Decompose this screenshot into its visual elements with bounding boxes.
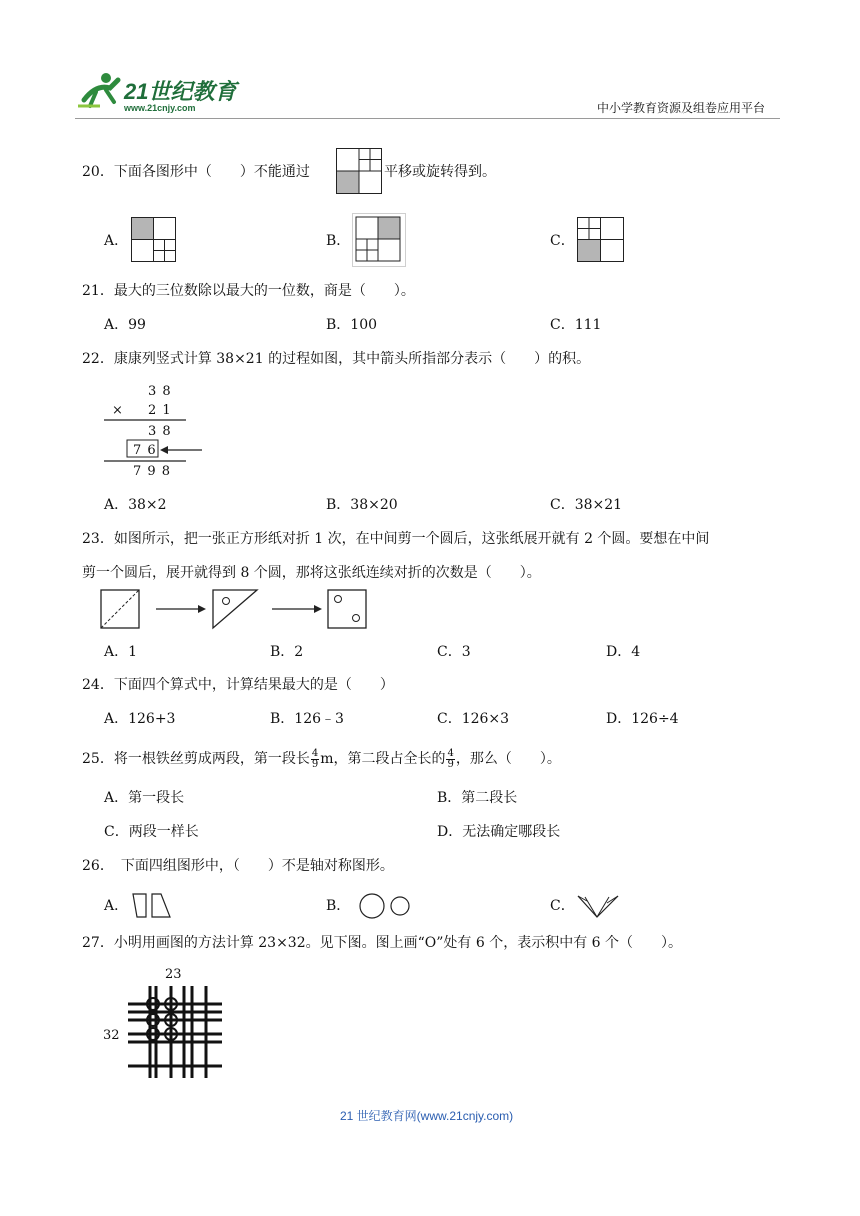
q22-option-a[interactable]: A．38×2 bbox=[104, 497, 167, 513]
q27-line-grid-figure bbox=[126, 982, 226, 1082]
q20-option-b-figure bbox=[352, 213, 406, 267]
footer-text[interactable]: 21 世纪教育网(www.21cnjy.com) bbox=[340, 1109, 514, 1123]
q22-option-b[interactable]: B．38×20 bbox=[326, 497, 398, 513]
calc-row-1: 3 8 bbox=[148, 384, 172, 399]
q22-option-c[interactable]: C．38×21 bbox=[550, 497, 623, 513]
calc-row-3: 3 8 bbox=[148, 424, 172, 439]
q23-folding-diagram bbox=[100, 588, 370, 630]
logo-sub-text: www.21cnjy.com bbox=[124, 103, 196, 113]
q26-option-c-kite bbox=[577, 893, 619, 919]
q20-stem-after: 平移或旋转得到。 bbox=[384, 164, 496, 180]
q24-option-d[interactable]: D．126÷4 bbox=[606, 711, 679, 727]
q26-option-b-circles bbox=[359, 893, 411, 919]
arrow-left-icon bbox=[160, 444, 204, 456]
q25-stem-part-3: ，那么（ ）。 bbox=[455, 751, 561, 767]
q22-stem: 22．康康列竖式计算 38×21 的过程如图，其中箭头所指部分表示（ ）的积。 bbox=[82, 351, 591, 367]
q21-option-a[interactable]: A．99 bbox=[104, 317, 146, 333]
q27-label-top: 23 bbox=[165, 967, 182, 982]
header-divider bbox=[75, 118, 780, 119]
q20-option-a-figure bbox=[131, 217, 176, 262]
q26-option-b[interactable]: B． bbox=[326, 898, 351, 914]
q25-option-d[interactable]: D．无法确定哪段长 bbox=[437, 824, 561, 840]
q24-option-b[interactable]: B．126﹣3 bbox=[270, 711, 344, 727]
q21-stem: 21．最大的三位数除以最大的一位数，商是（ ）。 bbox=[82, 283, 415, 299]
q27-label-left: 32 bbox=[103, 1028, 120, 1043]
q20-option-c-figure bbox=[577, 217, 624, 262]
q23-option-b[interactable]: B．2 bbox=[270, 644, 304, 660]
fraction-4-9-first: $\frac{4}{9}$ bbox=[311, 747, 319, 770]
calc-row-2: 2 1 bbox=[148, 403, 172, 418]
q27-stem: 27．小明用画图的方法计算 23×32。见下图。图上画“O”处有 6 个，表示积中有 6 个（ ）。 bbox=[82, 935, 683, 951]
q24-option-c[interactable]: C．126×3 bbox=[437, 711, 510, 727]
q26-option-c[interactable]: C． bbox=[550, 898, 575, 914]
q20-option-b[interactable]: B． bbox=[326, 233, 351, 249]
calc-row-5: 7 9 8 bbox=[133, 464, 172, 479]
q26-option-a[interactable]: A． bbox=[104, 898, 129, 914]
q20-option-a[interactable]: A． bbox=[104, 233, 129, 249]
q26-stem: 26． 下面四组图形中，（ ）不是轴对称图形。 bbox=[82, 858, 394, 874]
q25-stem-part-1: 25．将一根铁丝剪成两段，第一段长 bbox=[82, 751, 310, 767]
calc-row-4-boxed: 7 6 bbox=[133, 443, 157, 458]
q21-option-c[interactable]: C．111 bbox=[550, 317, 602, 333]
logo-main-text: 21世纪教育 bbox=[124, 79, 237, 104]
q24-stem: 24．下面四个算式中，计算结果最大的是（ ） bbox=[82, 677, 394, 693]
calc-lines bbox=[100, 416, 205, 466]
q23-option-d[interactable]: D．4 bbox=[606, 644, 641, 660]
fraction-4-9-second: $\frac{4}{9}$ bbox=[447, 747, 454, 770]
q20-stem-before: 20．下面各图形中（ ）不能通过 bbox=[82, 164, 310, 180]
q23-option-c[interactable]: C．3 bbox=[437, 644, 471, 660]
q25-option-b[interactable]: B．第二段长 bbox=[437, 790, 518, 806]
calc-times-sign: × bbox=[112, 403, 123, 418]
q20-option-c[interactable]: C． bbox=[550, 233, 575, 249]
q24-option-a[interactable]: A．126+3 bbox=[104, 711, 176, 727]
q20-reference-figure bbox=[336, 148, 382, 194]
q25-stem bbox=[82, 746, 561, 772]
q25-option-c[interactable]: C．两段一样长 bbox=[104, 824, 199, 840]
q23-stem-line-2: 剪一个圆后，展开就得到 8 个圆，那将这张纸连续对折的次数是（ ）。 bbox=[82, 565, 541, 581]
platform-name: 中小学教育资源及组卷应用平台 bbox=[597, 101, 766, 115]
q23-option-a[interactable]: A．1 bbox=[104, 644, 138, 660]
q23-stem-line-1: 23．如图所示，把一张正方形纸对折 1 次，在中间剪一个圆后，这张纸展开就有 2 个圆。要想在中间 bbox=[82, 531, 710, 547]
q25-stem-part-2: m，第二段占全长的 bbox=[320, 751, 446, 767]
logo-runner-icon bbox=[76, 70, 124, 110]
q25-option-a[interactable]: A．第一段长 bbox=[104, 790, 185, 806]
q21-option-b[interactable]: B．100 bbox=[326, 317, 378, 333]
q26-option-a-trapezoids bbox=[132, 893, 172, 919]
